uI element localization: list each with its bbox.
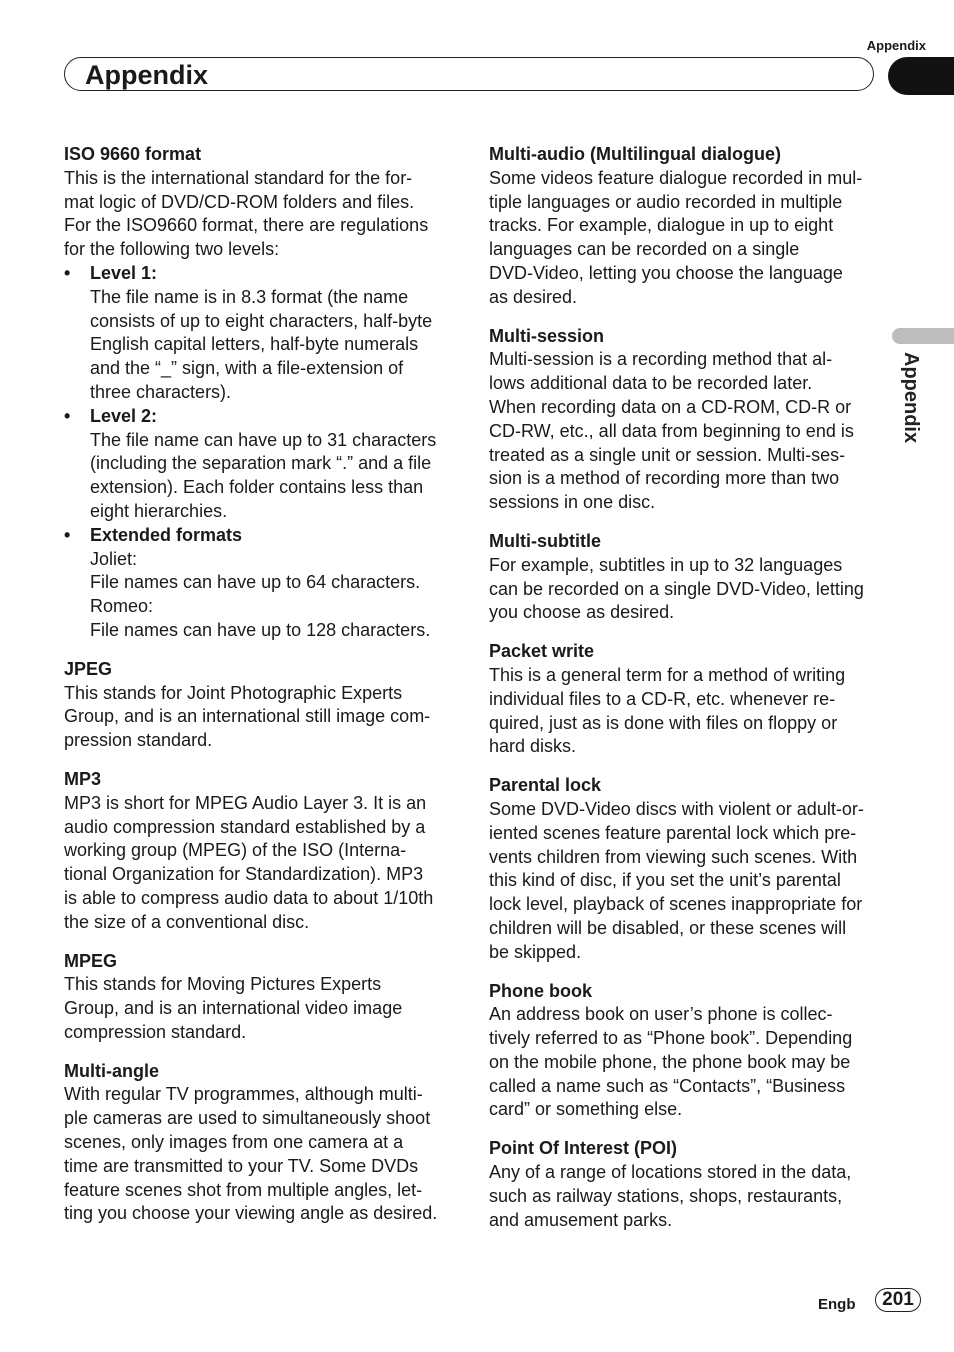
entry-term: ISO 9660 format — [64, 144, 202, 164]
entry-description: For example, subtitles in up to 32 languages can be recorded on a single DVD-Video, letting you choose as desired. — [489, 554, 864, 623]
bullet-item — [64, 262, 454, 405]
bullet-icon: • — [64, 262, 71, 283]
entry-description: An address book on user’s phone is collec- tively referred to as “Phone book”. Depending on the mobile phone, the phone book may be called a name such as “Contacts”, “Business card” or something else. — [489, 1004, 853, 1120]
glossary-entry-iso9660 — [64, 143, 454, 643]
entry-description: With regular TV programmes, although multi- ple cameras are used to simultaneously shoot scenes, only images from one camera at a time are transmitted to your TV. Some DVDs feature scenes shot from multiple angles, let- ting you choose your viewing angle as desired. — [64, 1084, 438, 1224]
glossary-entry-multi-audio — [489, 143, 881, 310]
chapter-tab — [888, 57, 954, 95]
entry-description: Some videos feature dialogue recorded in mul- tiple languages or audio recorded in multiple tracks. For example, dialogue in up to eight languages can be recorded on a single DVD-Video, letting you choose the language as desired. — [489, 167, 863, 307]
glossary-entry-multi-angle — [64, 1060, 454, 1227]
entry-term: MP3 — [64, 768, 102, 789]
entry-term: Packet write — [489, 641, 595, 662]
entry-description: MP3 is short for MPEG Audio Layer 3. It is an audio compression standard established by a working group (MPEG) of the ISO (Interna- tional Organization for Standardization). MP3 is able to compress audio data to about 1/10th the size of a conventional disc. — [64, 792, 434, 932]
page-title: Appendix — [85, 60, 209, 90]
entry-term: Point Of Interest (POI) — [489, 1138, 678, 1159]
language-code: Engb — [818, 1296, 856, 1313]
bullet-title: Level 1: — [90, 262, 158, 283]
entry-term: Phone book — [489, 980, 592, 1001]
bullet-body: The file name can have up to 31 characters (including the separation mark “.” and a file extension). Each folder contains less than eight hierarchies. — [90, 429, 437, 521]
entry-term: MPEG — [64, 950, 118, 971]
bullet-body: Joliet: File names can have up to 64 characters. Romeo: File names can have up to 128 characters. — [90, 548, 431, 640]
glossary-entry-multi-session — [489, 325, 881, 515]
right-column — [489, 143, 881, 1247]
entry-description: Multi-session is a recording method that al- lows additional data to be recorded later. When recording data on a CD-ROM, CD-R or CD-RW, etc., all data from beginning to end is treated as a single unit or session. Multi-ses- sion is a method of recording more than two sessions in one disc. — [489, 349, 854, 513]
glossary-entry-mpeg — [64, 950, 454, 1045]
entry-description: Some DVD-Video discs with violent or adult-or- iented scenes feature parental lock which pre- vents children from viewing such scenes. With this kind of disc, if you set the unit’s parental lock level, playback of scenes inappropriate for children will be disabled, or these scenes will be skipped. — [489, 798, 864, 962]
bullet-body: The file name is in 8.3 format (the name consists of up to eight characters, half-byte English capital letters, half-byte numerals and the “_” sign, with a file-extension of three characters). — [90, 286, 433, 402]
entry-term: Multi-subtitle — [489, 530, 601, 551]
entry-term: Parental lock — [489, 775, 602, 796]
bullet-title: Level 2: — [90, 405, 158, 426]
entry-description: This is the international standard for the for- mat logic of DVD/CD-ROM folders and files. For the ISO9660 format, there are regulations for the following two levels: — [64, 167, 429, 260]
glossary-entry-multi-subtitle — [489, 530, 881, 625]
running-header-label: Appendix — [866, 38, 926, 53]
glossary-entry-poi — [489, 1137, 881, 1232]
entry-term: Multi-audio (Multilingual dialogue) — [489, 144, 781, 164]
bullet-item — [64, 405, 454, 524]
entry-term: Multi-session — [489, 325, 605, 346]
entry-term: JPEG — [64, 658, 113, 679]
bullet-icon: • — [64, 405, 71, 426]
glossary-entry-jpeg — [64, 658, 454, 753]
bullet-item — [64, 524, 454, 643]
side-index-label: Appendix — [900, 352, 922, 444]
glossary-entry-parental-lock — [489, 774, 881, 964]
entry-description: This is a general term for a method of writing individual files to a CD-R, etc. whenever re- quired, just as is done with files on floppy or hard disks. — [489, 664, 846, 757]
section-title-bar — [64, 57, 874, 91]
entry-term: Multi-angle — [64, 1060, 159, 1081]
glossary-entry-mp3 — [64, 768, 454, 935]
bullet-icon: • — [64, 524, 71, 545]
entry-description: This stands for Joint Photographic Experts Group, and is an international still image com- pression standard. — [64, 682, 431, 751]
entry-description: Any of a range of locations stored in the data, such as railway stations, shops, restaurants, and amusement parks. — [489, 1162, 852, 1230]
page-number: 201 — [875, 1288, 921, 1312]
glossary-entry-phone-book — [489, 980, 881, 1123]
bullet-title: Extended formats — [90, 524, 243, 545]
entry-description: This stands for Moving Pictures Experts Group, and is an international video image compression standard. — [64, 974, 403, 1042]
side-index-tab — [892, 328, 954, 344]
left-column — [64, 143, 454, 1241]
glossary-entry-packet-write — [489, 640, 881, 759]
